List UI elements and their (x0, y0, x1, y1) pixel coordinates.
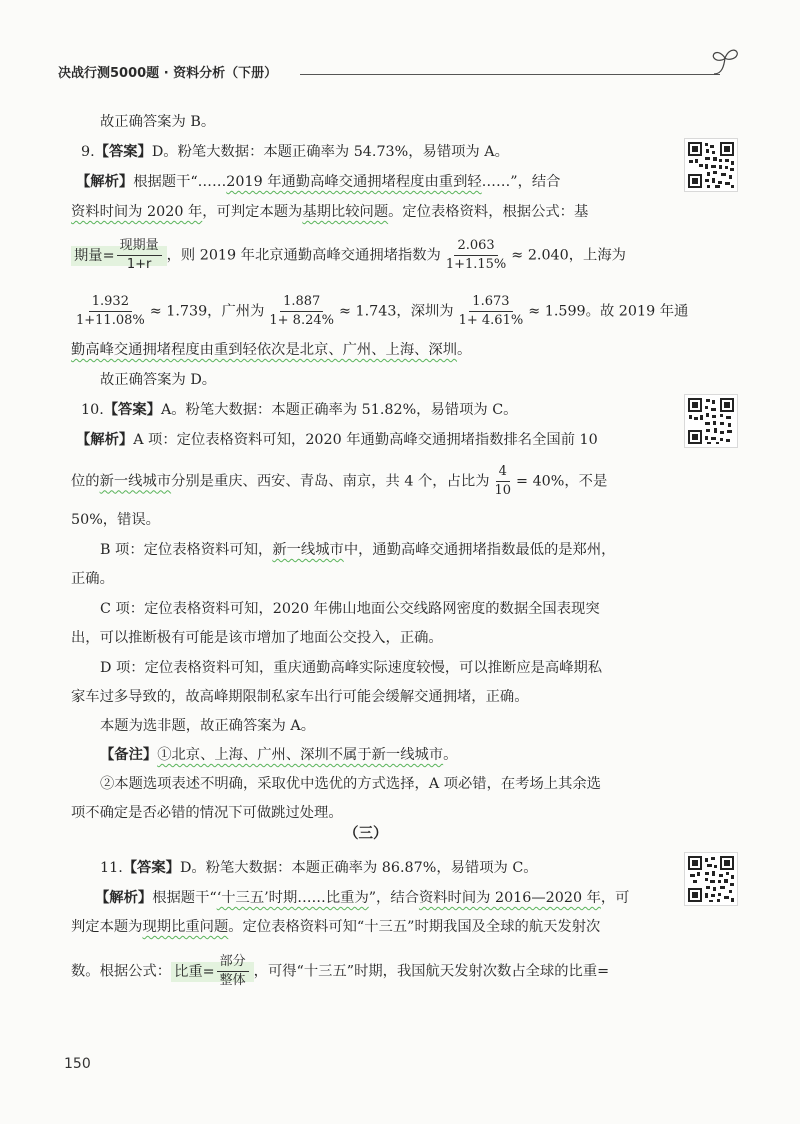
underlined-text: 资料时间为 2016—2020 年 (418, 890, 601, 906)
q10-option-d-line-1: D 项：定位表格资料可知，重庆通勤高峰实际速度较慢，可以推断应是高峰期私 (100, 660, 603, 676)
q9-analysis-line-2 (71, 202, 588, 222)
page-number: 150 (64, 1056, 91, 1072)
text-span: ”，结合 (368, 890, 419, 906)
text-span: ，可判定本题为 (202, 204, 303, 220)
answer-text: A。粉笔大数据：本题正确率为 51.82%，易错项为 C。 (160, 402, 518, 418)
formula-highlight (171, 954, 254, 988)
denominator: 1+11.08% (76, 313, 145, 328)
denominator: 整体 (219, 973, 246, 988)
q10-analysis-line-1 (76, 430, 598, 450)
fraction (456, 294, 527, 329)
text-span: A 项：定位表格资料可知，2020 年通勤高峰交通拥堵指数排名全国前 10 (133, 432, 598, 448)
qr-code-icon[interactable] (684, 394, 738, 448)
numerator: 1.673 (469, 294, 512, 312)
answer-text: D。粉笔大数据：本题正确率为 54.73%，易错项为 A。 (151, 144, 509, 160)
underlined-text: ‘十三五’时期……比重为 (216, 890, 369, 906)
q9-analysis-line-5 (71, 340, 471, 360)
numerator: 部分 (217, 954, 249, 972)
underlined-text: 新一线城市 (272, 542, 344, 558)
text-span: 。定位表格资料，根据公式：基 (388, 204, 589, 220)
answer-line: 故正确答案为 D。 (100, 372, 217, 388)
denominator: 1+r (126, 257, 152, 272)
fraction (73, 294, 148, 329)
q11-analysis-line-3 (71, 954, 609, 989)
numerator: 1.932 (89, 294, 132, 312)
text-span: 位的 (71, 473, 100, 490)
analysis-tag: 【解析】 (76, 432, 134, 448)
section-title: （三） (344, 825, 388, 842)
q10-analysis-line-2 (71, 464, 607, 499)
text-span: ……”，结合 (481, 174, 561, 190)
question-9-answer (81, 142, 509, 162)
question-number: 11. (100, 860, 123, 876)
numerator: 1.887 (280, 294, 323, 312)
question-10-answer (81, 400, 517, 420)
q9-analysis-line-4 (71, 294, 688, 329)
text-span: ，可 (600, 890, 630, 906)
denominator: 1+ 8.24% (269, 313, 334, 328)
text-span: ，可得“十三五”时期，我国航天发射次数占全球的比重= (253, 963, 610, 980)
text-span: = 40%，不是 (516, 473, 608, 490)
formula-lhs: 期量= (74, 247, 115, 264)
text-span: 判定本题为 (71, 919, 143, 935)
fraction (266, 294, 337, 329)
qr-code-icon[interactable] (684, 138, 738, 192)
text-span: 。 (443, 747, 458, 763)
denominator: 10 (494, 483, 512, 498)
analysis-tag: 【解析】 (76, 174, 134, 190)
q10-conclusion: 本题为选非题，故正确答案为 A。 (100, 718, 316, 734)
qr-code-icon[interactable] (684, 852, 738, 906)
q9-analysis-line-1 (76, 172, 560, 192)
question-number: 9. (81, 144, 95, 160)
note-line-1 (100, 745, 457, 765)
underlined-text: 勤高峰交通拥堵程度由重到轻依次是北京、广州、上海、深圳 (71, 342, 458, 358)
text-span: 。 (457, 342, 472, 358)
fraction (217, 954, 249, 989)
text-span: ≈ 1.739，广州为 (149, 303, 265, 320)
answer-text: D。粉笔大数据：本题正确率为 86.87%，易错项为 C。 (179, 860, 538, 876)
formula-highlight (71, 238, 167, 272)
underlined-text: 资料时间为 2020 年 (71, 204, 203, 220)
q10-option-b-line-1 (100, 540, 615, 560)
underlined-text: ①北京、上海、广州、深圳不属于新一线城市 (157, 747, 444, 763)
numerator: 2.063 (454, 238, 497, 256)
q10-analysis-line-3: 50%，错误。 (71, 512, 160, 528)
underlined-text: 2019 年通勤高峰交通拥堵程度由重到轻 (226, 174, 482, 190)
note-line-2: ②本题选项表述不明确，采取优中选优的方式选择，A 项必错，在考场上其余选 (100, 776, 601, 792)
fraction (117, 238, 162, 273)
underlined-text: 基期比较问题 (302, 204, 389, 220)
text-span: ≈ 2.040，上海为 (511, 247, 626, 264)
q11-analysis-line-1 (95, 888, 629, 908)
denominator: 1+1.15% (445, 257, 507, 272)
text-span: ≈ 1.599。故 2019 年通 (528, 303, 689, 320)
text-span: B 项：定位表格资料可知， (100, 542, 273, 558)
question-number: 10. (81, 402, 104, 418)
q10-option-c-line-1: C 项：定位表格资料可知，2020 年佛山地面公交线路网密度的数据全国表现突 (100, 601, 600, 617)
question-11-answer (100, 858, 538, 878)
answer-tag: 【答案】 (103, 402, 161, 418)
underlined-text: 现期比重问题 (142, 919, 229, 935)
q10-option-c-line-2: 出，可以推断极有可能是该市增加了地面公交投入，正确。 (71, 630, 443, 646)
formula-lhs: 比重= (174, 963, 215, 980)
running-header: 决战行测5000题 · 资料分析（下册） (58, 66, 278, 81)
answer-tag: 【答案】 (122, 860, 180, 876)
answer-tag: 【答案】 (94, 144, 152, 160)
analysis-tag: 【解析】 (95, 890, 153, 906)
numerator: 现期量 (117, 238, 162, 256)
underlined-text: 新一线城市 (99, 473, 172, 490)
answer-line: 故正确答案为 B。 (100, 114, 216, 130)
numerator: 4 (496, 464, 510, 482)
q10-option-b-line-2: 正确。 (71, 571, 114, 587)
fraction (492, 464, 515, 499)
q9-analysis-line-3 (71, 238, 626, 273)
text-span: 根据题干“…… (133, 174, 227, 190)
note-line-3: 项不确定是否必错的情况下可做跳过处理。 (71, 805, 343, 821)
text-span: ，则 2019 年北京通勤高峰交通拥堵指数为 (166, 247, 441, 264)
denominator: 1+ 4.61% (458, 313, 524, 328)
note-tag: 【备注】 (100, 747, 158, 763)
q10-option-d-line-2: 家车过多导致的，故高峰期限制私家车出行可能会缓解交通拥堵，正确。 (71, 689, 529, 705)
q11-analysis-line-2 (71, 917, 600, 937)
text-span: 根据题干“ (152, 890, 217, 906)
text-span: 数。根据公式： (71, 963, 172, 980)
text-span: ≈ 1.743，深圳为 (338, 303, 454, 320)
text-span: 。定位表格资料可知“十三五”时期我国及全球的航天发射次 (228, 919, 601, 935)
text-span: 分别是重庆、西安、青岛、南京，共 4 个，占比为 (171, 473, 490, 490)
fraction (443, 238, 509, 273)
text-span: 中，通勤高峰交通拥堵指数最低的是郑州， (343, 542, 616, 558)
